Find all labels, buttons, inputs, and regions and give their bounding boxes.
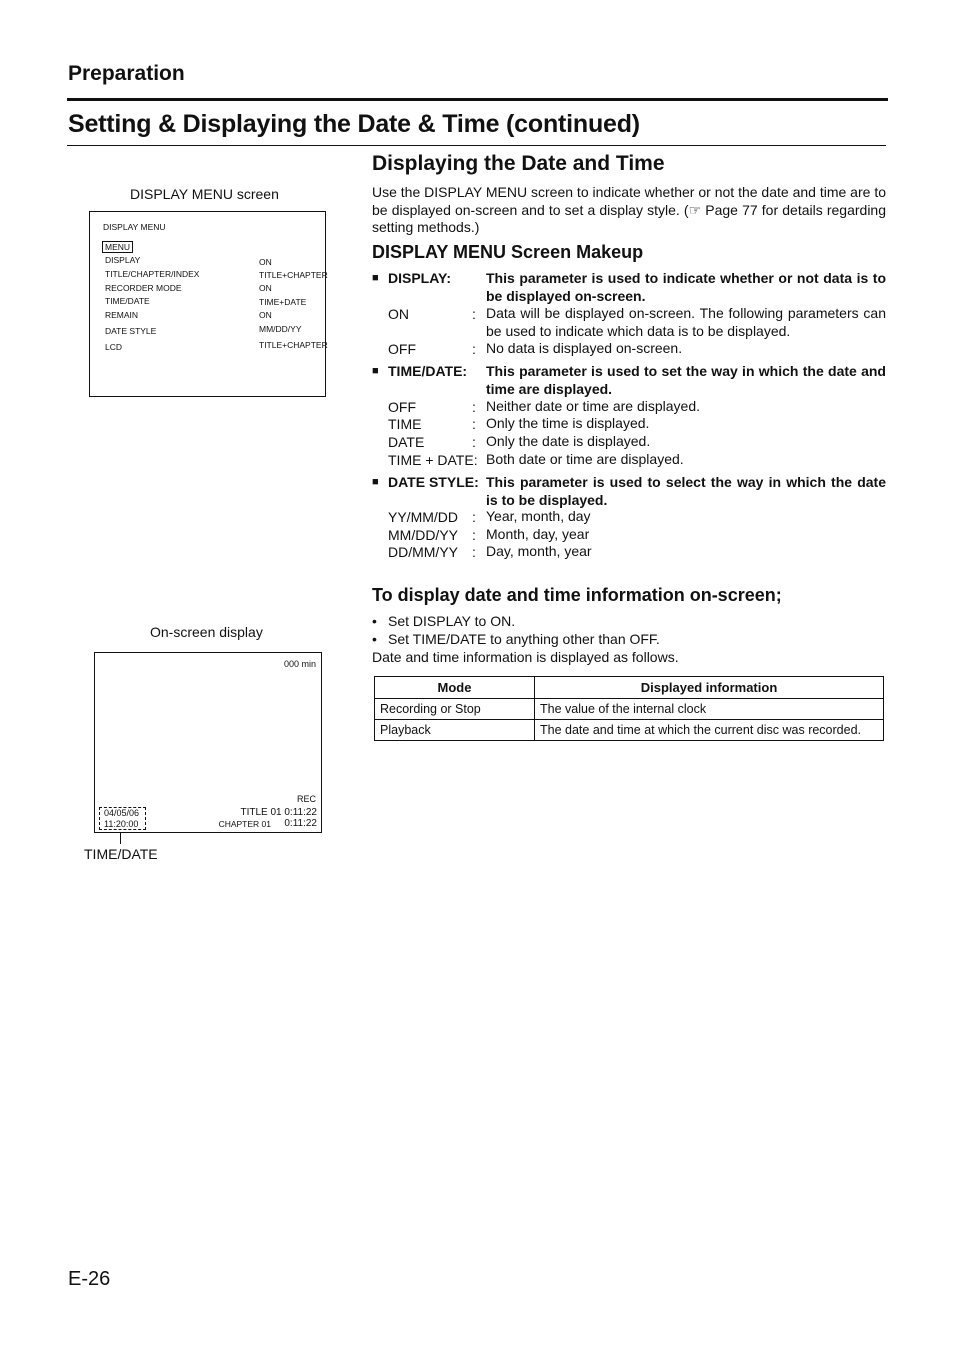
param-key: TIME/DATE: xyxy=(388,363,468,379)
option-description: Neither date or time are displayed. xyxy=(486,398,700,414)
on-screen-display xyxy=(94,652,322,833)
osd-chapter-time: 0:11:22 xyxy=(284,818,317,829)
option-colon: : xyxy=(472,544,476,560)
option-colon: : xyxy=(472,509,476,525)
table-cell: Playback xyxy=(375,720,535,741)
table-row xyxy=(375,699,884,720)
intro-paragraph: Use the DISPLAY MENU screen to indicate whether or not the date and time are to be displayed on-screen and to set a display style. (☞ Page 77 for details regarding setting methods.) xyxy=(372,184,886,236)
osd-caption: On-screen display xyxy=(150,624,263,640)
display-menu-screen xyxy=(89,211,326,397)
makeup-heading: DISPLAY MENU Screen Makeup xyxy=(372,242,644,262)
menu-row-key: LCD xyxy=(105,342,123,352)
menu-tab: MENU xyxy=(102,241,133,253)
osd-title: TITLE 01 0:11:22 xyxy=(240,807,317,818)
table-header-mode: Mode xyxy=(375,677,535,699)
param-description: This parameter is used to indicate whether or not data is to be displayed on-screen. xyxy=(486,270,886,304)
square-bullet-icon: ■ xyxy=(372,272,379,284)
param-description: This parameter is used to select the way in which the date is to be displayed. xyxy=(486,474,886,508)
bullet-text: Set TIME/DATE to anything other than OFF. xyxy=(388,631,660,647)
section-subheading: Displaying the Date and Time xyxy=(372,152,665,175)
param-key: DISPLAY: xyxy=(388,270,452,286)
option-key: OFF xyxy=(388,399,416,415)
option-description: Only the time is displayed. xyxy=(486,415,650,431)
menu-row-value: TITLE+CHAPTER xyxy=(259,270,328,280)
option-description: Data will be displayed on-screen. The following parameters can be used to indicate which data is to be displayed. xyxy=(486,305,886,339)
param-description: This parameter is used to set the way in which the date and time are displayed. xyxy=(486,363,886,397)
option-colon: : xyxy=(472,434,476,450)
page-number: E-26 xyxy=(68,1268,111,1290)
option-colon: : xyxy=(472,527,476,543)
option-key: TIME + DATE: xyxy=(388,452,478,468)
square-bullet-icon: ■ xyxy=(372,365,379,377)
display-info-table xyxy=(374,676,884,741)
time-date-leader-line xyxy=(120,832,121,844)
option-description: Both date or time are displayed. xyxy=(486,451,684,467)
osd-chapter-label: CHAPTER 01 xyxy=(218,819,271,829)
osd-date: 04/05/06 xyxy=(104,808,140,818)
menu-row-key: RECORDER MODE xyxy=(105,283,182,293)
option-key: ON xyxy=(388,306,409,322)
menu-screen-title: DISPLAY MENU xyxy=(103,222,166,232)
option-key: OFF xyxy=(388,341,416,357)
table-cell: The value of the internal clock xyxy=(535,699,884,720)
option-description: Day, month, year xyxy=(486,543,592,559)
menu-row-key: TIME/DATE xyxy=(105,296,150,306)
after-bullets-text: Date and time information is displayed as follows. xyxy=(372,649,679,665)
option-colon: : xyxy=(472,306,476,322)
option-colon: : xyxy=(472,416,476,432)
menu-screen-caption: DISPLAY MENU screen xyxy=(130,186,279,202)
param-key: DATE STYLE: xyxy=(388,474,479,490)
osd-rec: REC xyxy=(296,794,316,804)
menu-row-value: MM/DD/YY xyxy=(259,324,302,334)
bullet-text: Set DISPLAY to ON. xyxy=(388,613,516,629)
option-key: TIME xyxy=(388,416,422,432)
menu-row-key: TITLE/CHAPTER/INDEX xyxy=(105,269,200,279)
table-header-row xyxy=(375,677,884,699)
square-bullet-icon: ■ xyxy=(372,476,379,488)
option-colon: : xyxy=(472,399,476,415)
menu-row-value: ON xyxy=(259,257,272,267)
osd-remain: 000 min xyxy=(283,659,316,669)
menu-row-key: DISPLAY xyxy=(105,255,141,265)
option-key: DATE xyxy=(388,434,425,450)
option-key: YY/MM/DD xyxy=(388,509,458,525)
option-key: MM/DD/YY xyxy=(388,527,458,543)
time-date-pointer-label: TIME/DATE xyxy=(84,846,158,862)
menu-row-key: DATE STYLE xyxy=(105,326,157,336)
onscreen-heading: To display date and time information on-screen; xyxy=(372,585,782,605)
bullet-dot-icon: • xyxy=(372,613,377,629)
menu-row-value: TITLE+CHAPTER xyxy=(259,340,328,350)
osd-time: 11:20:00 xyxy=(104,819,139,829)
menu-row-key: REMAIN xyxy=(105,310,139,320)
table-cell: The date and time at which the current disc was recorded. xyxy=(535,720,884,741)
section-heading: Preparation xyxy=(68,62,185,85)
table-row xyxy=(375,720,884,741)
bullet-dot-icon: • xyxy=(372,631,377,647)
option-description: Only the date is displayed. xyxy=(486,433,651,449)
instruction-bullet xyxy=(372,613,515,629)
menu-row-value: ON xyxy=(259,310,272,320)
table-header-info: Displayed information xyxy=(535,677,884,699)
header-rule xyxy=(67,98,888,101)
option-description: Year, month, day xyxy=(486,508,591,524)
table-cell: Recording or Stop xyxy=(375,699,535,720)
menu-row-value: ON xyxy=(259,283,272,293)
option-colon: : xyxy=(472,341,476,357)
title-rule xyxy=(67,145,886,146)
option-description: Month, day, year xyxy=(486,526,590,542)
menu-row-value: TIME+DATE xyxy=(259,297,307,307)
instruction-bullet xyxy=(372,631,660,647)
option-description: No data is displayed on-screen. xyxy=(486,340,683,356)
option-key: DD/MM/YY xyxy=(388,544,458,560)
page-title: Setting & Displaying the Date & Time (continued) xyxy=(68,110,640,138)
